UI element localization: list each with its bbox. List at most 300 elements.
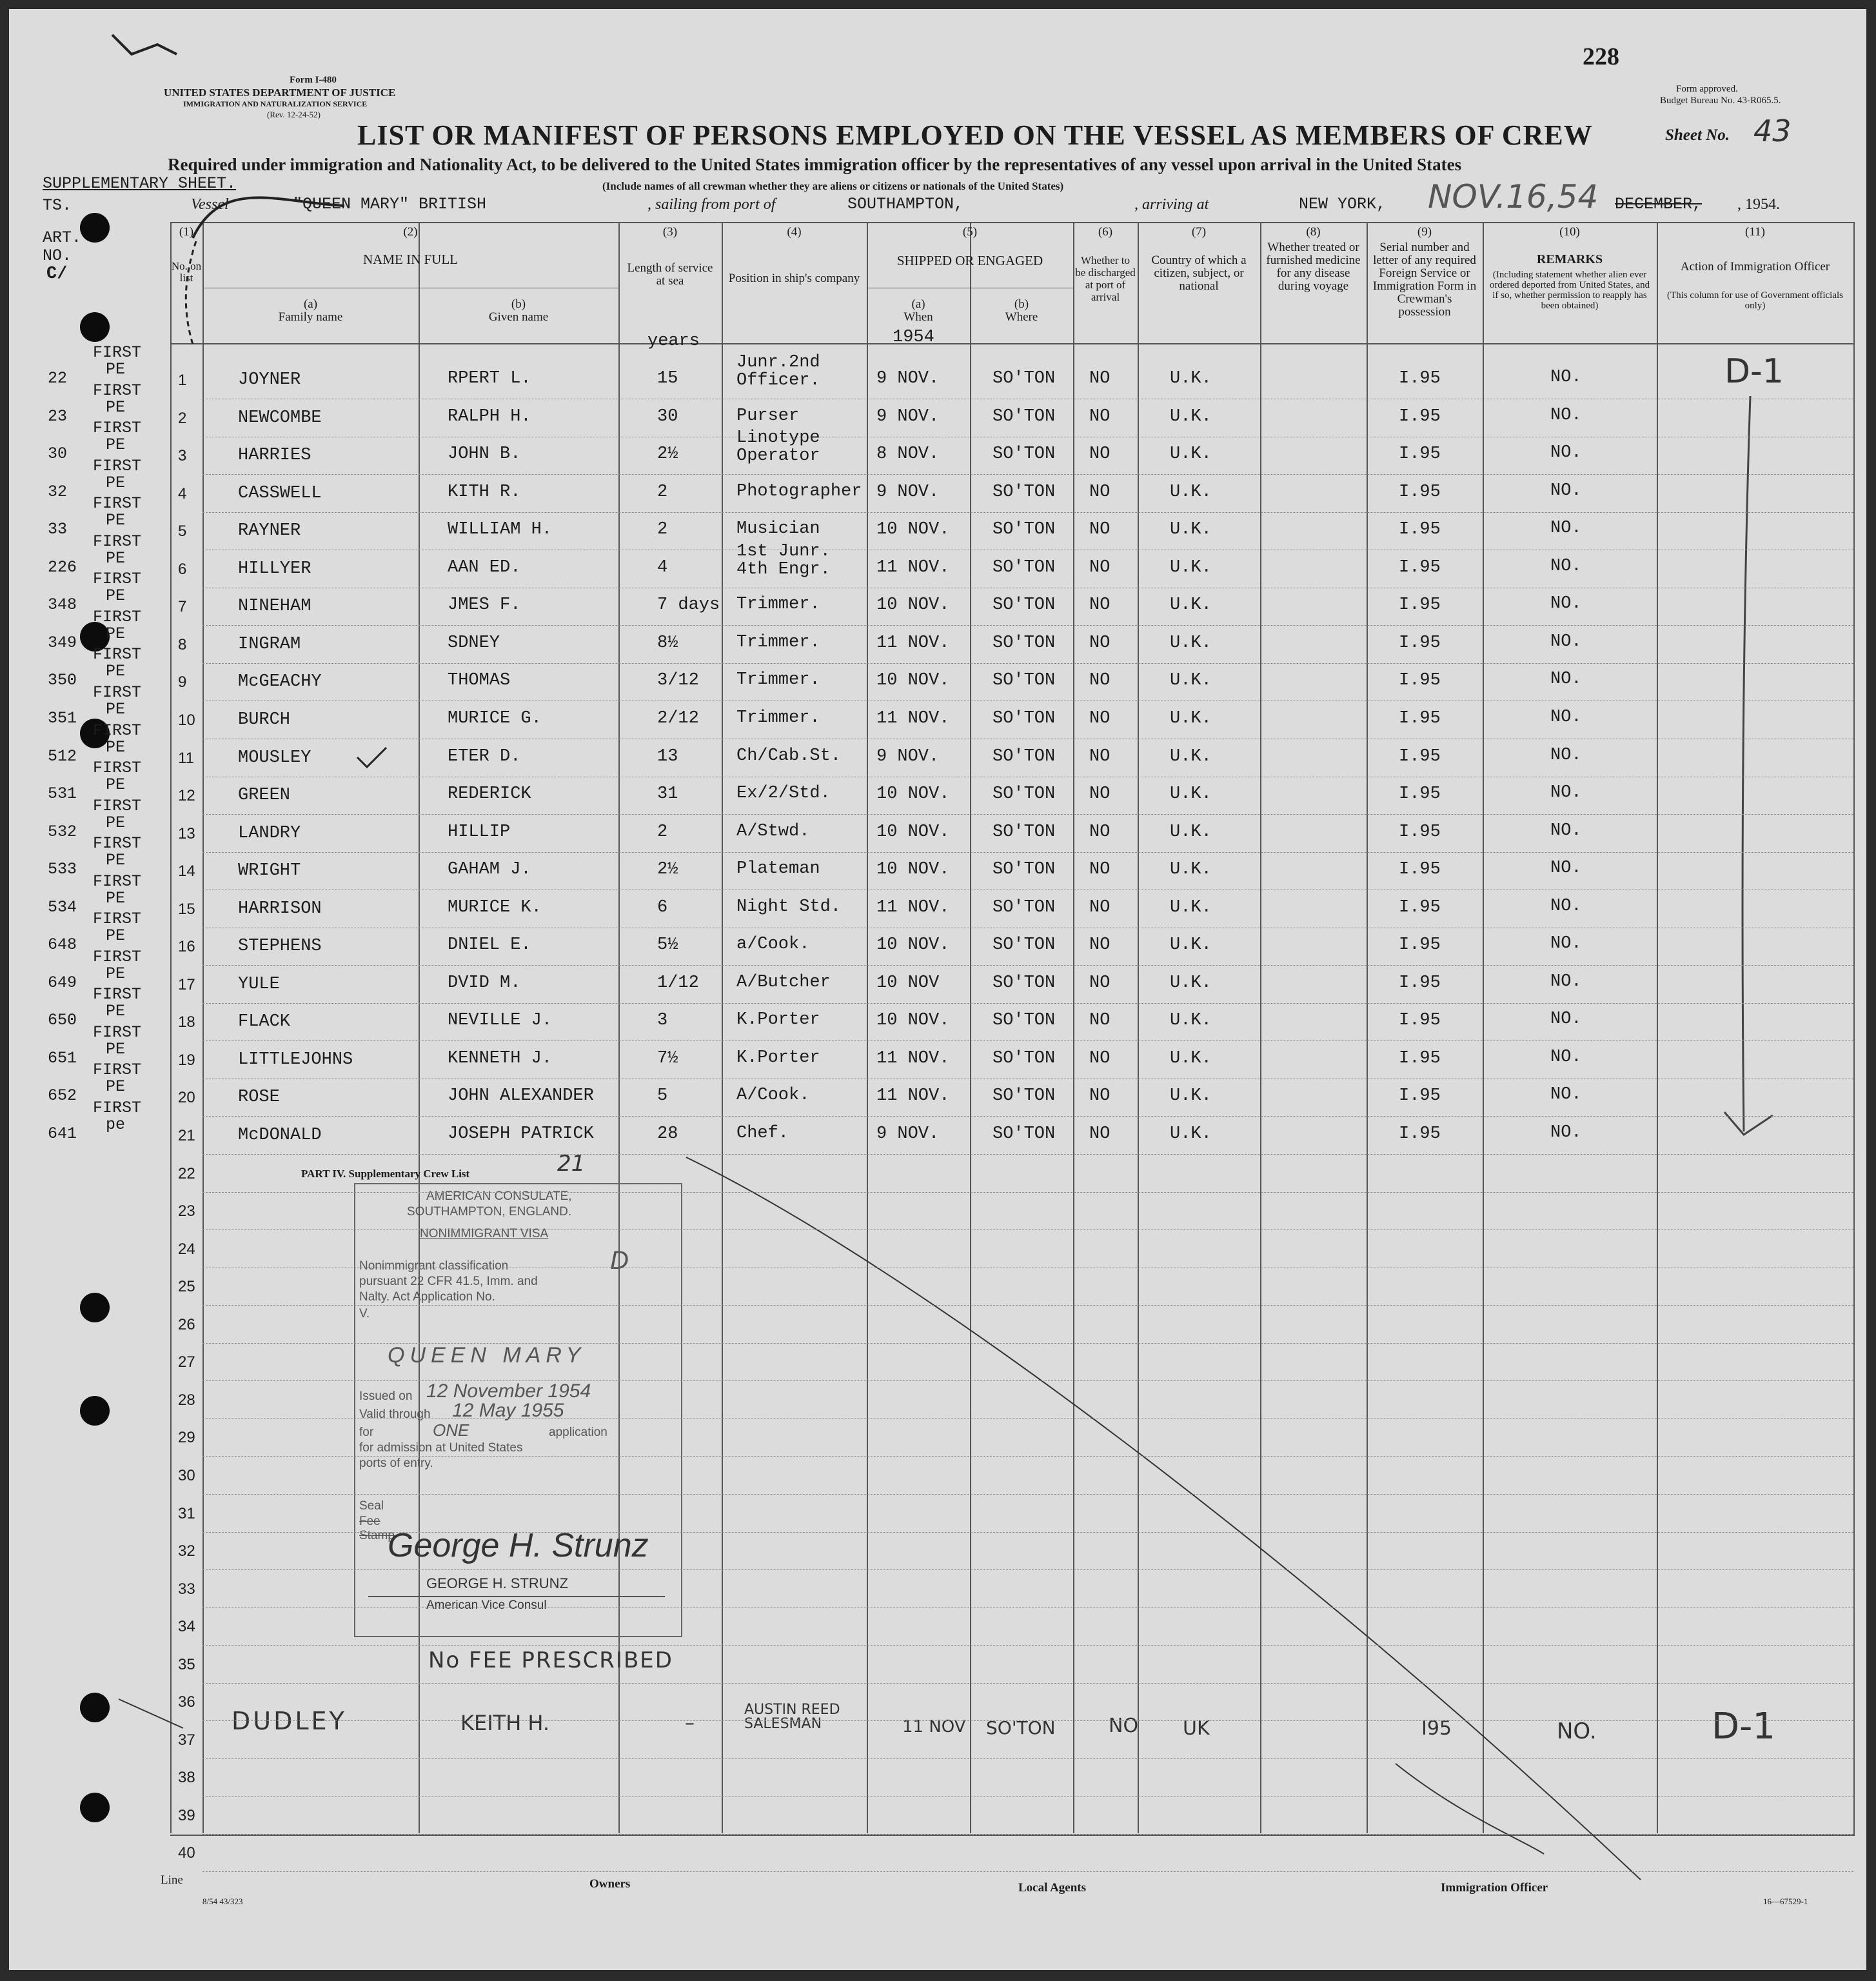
crew-pe: PE (106, 851, 126, 870)
family-name: FLACK (238, 1012, 291, 1032)
row-rule (202, 965, 1853, 966)
stamp-pursuant: pursuant 22 CFR 41.5, Imm. and (359, 1275, 538, 1288)
list-number: 11 (178, 749, 194, 767)
form-serial: I.95 (1399, 822, 1441, 842)
crew-art-no: 32 (48, 482, 68, 501)
c-label: C/ (46, 264, 68, 284)
stamp-line1: AMERICAN CONSULATE, (426, 1190, 572, 1203)
col4-number: (4) (787, 225, 802, 239)
service-length: 2½ (657, 860, 678, 880)
empty-line-number: 36 (178, 1693, 195, 1711)
form-approved: Form approved. (1676, 84, 1738, 94)
family-name: GREEN (238, 786, 291, 806)
empty-line-number: 33 (178, 1580, 195, 1598)
strike-mark (1396, 1764, 1544, 1854)
remarks: NO. (1550, 1085, 1582, 1105)
form-number: Form I-480 (290, 75, 337, 85)
crew-art-no: 533 (48, 860, 77, 879)
empty-line-number: 34 (178, 1618, 195, 1636)
row-rule (202, 1645, 1853, 1646)
shipped-when: 11 NOV. (876, 1048, 950, 1068)
given-name: NEVILLE J. (448, 1011, 553, 1031)
crew-pe: PE (106, 548, 126, 568)
remarks: NO. (1550, 1010, 1582, 1030)
list-number: 6 (178, 560, 187, 578)
crew-art-no: 350 (48, 671, 77, 690)
empty-line-number: 39 (178, 1806, 195, 1824)
shipped-where: SO'TON (992, 1086, 1056, 1106)
stamp-ports: ports of entry. (359, 1457, 433, 1470)
discharge: NO (1089, 369, 1111, 388)
shipped-where: SO'TON (992, 935, 1056, 955)
crew-class: FIRST (93, 456, 142, 475)
col9-number: (9) (1417, 225, 1432, 239)
ship-position: a/Cook. (736, 935, 810, 955)
ship-position: Trimmer. (736, 708, 820, 728)
remarks: NO. (1550, 481, 1582, 501)
country: U.K. (1170, 822, 1212, 842)
given-name: JMES F. (448, 595, 521, 615)
shipped-where: SO'TON (992, 822, 1056, 842)
footer-immigration-officer: Immigration Officer (1441, 1881, 1548, 1895)
crew-pe: PE (106, 435, 126, 455)
stamp-valid-value: 12 May 1955 (452, 1400, 564, 1421)
ship-position: Trimmer. (736, 632, 820, 652)
form-serial: I.95 (1399, 369, 1441, 388)
list-number: 2 (178, 409, 187, 427)
given-name: REDERICK (448, 784, 531, 804)
budget-bureau: Budget Bureau No. 43-R065.5. (1660, 95, 1781, 106)
service-length: 15 (657, 369, 678, 388)
crew-pe: PE (106, 775, 126, 795)
shipped-when: 9 NOV. (876, 746, 940, 766)
crew-art-no: 532 (48, 822, 77, 841)
discharge: NO (1089, 406, 1111, 426)
remarks: NO. (1550, 1047, 1582, 1067)
country: U.K. (1170, 482, 1212, 502)
col2-header: NAME IN FULL (363, 252, 458, 267)
crew-art-no: 226 (48, 557, 77, 577)
stamp-nalty: Nalty. Act Application No. (359, 1290, 495, 1304)
stamp-line2: SOUTHAMPTON, ENGLAND. (407, 1205, 572, 1219)
crew-art-no: 33 (48, 520, 68, 539)
given-name: RALPH H. (448, 406, 531, 426)
shipped-where: SO'TON (992, 708, 1056, 728)
row-rule (202, 1003, 1853, 1004)
footer-owners: Owners (589, 1877, 631, 1891)
ship-position: A/Cook. (736, 1086, 810, 1106)
form-serial: I.95 (1399, 671, 1441, 691)
month-struck: DECEMBER, (1615, 195, 1703, 214)
stamp-class-label: Nonimmigrant classification (359, 1259, 509, 1273)
stamp-for-label: for (359, 1426, 374, 1439)
shipped-when: 11 NOV. (876, 557, 950, 577)
ship-position: K.Porter (736, 1048, 820, 1068)
empty-line-number: 30 (178, 1466, 195, 1484)
col11-header: Action of Immigration Officer (1680, 260, 1830, 274)
hw-given: KEITH H. (460, 1711, 550, 1735)
crew-class: FIRST (93, 343, 142, 362)
col6-header: Whether to be discharged at port of arrival (1075, 254, 1136, 303)
hw-when: 11 NOV (902, 1717, 966, 1737)
remarks: NO. (1550, 745, 1582, 765)
shipped-when: 9 NOV. (876, 482, 940, 502)
col3-header: Length of service at sea (627, 261, 713, 288)
no-label: NO. (43, 246, 72, 265)
col2a-header: (a) Family name (278, 297, 343, 324)
shipped-where: SO'TON (992, 1124, 1056, 1144)
remarks: NO. (1550, 896, 1582, 916)
shipped-where: SO'TON (992, 897, 1056, 917)
col5-number: (5) (962, 225, 978, 239)
country: U.K. (1170, 860, 1212, 880)
row-rule (202, 1192, 1853, 1193)
crew-class: FIRST (93, 682, 142, 702)
crew-class: FIRST (93, 645, 142, 664)
shipped-where: SO'TON (992, 784, 1056, 804)
discharge: NO (1089, 482, 1111, 502)
country: U.K. (1170, 671, 1212, 691)
consul-printed-name: GEORGE H. STRUNZ (426, 1575, 569, 1591)
row-rule (202, 1720, 1853, 1721)
family-name: RAYNER (238, 521, 301, 541)
crew-art-no: 531 (48, 784, 77, 804)
list-number: 12 (178, 787, 195, 805)
include-note: (Include names of all crewman whether they are aliens or citizens or nationals of the United States) (602, 180, 1064, 192)
empty-line-number: 40 (178, 1844, 195, 1862)
given-name: DVID M. (448, 973, 521, 993)
row-rule (202, 625, 1853, 626)
remarks: NO. (1550, 594, 1582, 614)
discharge: NO (1089, 1011, 1111, 1031)
crew-pe: PE (106, 964, 126, 983)
crew-class: FIRST (93, 1022, 142, 1042)
discharge: NO (1089, 708, 1111, 728)
crew-pe: PE (106, 586, 126, 606)
row-rule (202, 1116, 1853, 1117)
country: U.K. (1170, 557, 1212, 577)
given-name: MURICE K. (448, 897, 542, 917)
service-length: 13 (657, 746, 678, 766)
col5-header: SHIPPED OR ENGAGED (896, 253, 1043, 268)
shipped-when: 9 NOV. (876, 1124, 940, 1144)
empty-line-number: 26 (178, 1315, 195, 1333)
given-name: JOHN B. (448, 444, 521, 464)
service-length: 2 (657, 520, 668, 540)
country: U.K. (1170, 520, 1212, 540)
crew-art-no: 651 (48, 1048, 77, 1068)
shipped-where: SO'TON (992, 860, 1056, 880)
shipped-where: SO'TON (992, 369, 1056, 388)
form-serial: I.95 (1399, 708, 1441, 728)
crew-art-no: 652 (48, 1086, 77, 1106)
discharge: NO (1089, 897, 1111, 917)
country: U.K. (1170, 369, 1212, 388)
service-length: 8½ (657, 633, 678, 653)
discharge: NO (1089, 973, 1111, 993)
discharge: NO (1089, 557, 1111, 577)
service-length: 5½ (657, 935, 678, 955)
stamp-seal: Seal (359, 1499, 384, 1513)
country: U.K. (1170, 1124, 1212, 1144)
remarks: NO. (1550, 783, 1582, 803)
action-top: D-1 (1724, 352, 1784, 391)
crew-art-no: 30 (48, 444, 68, 464)
remarks: NO. (1550, 934, 1582, 954)
shipped-where: SO'TON (992, 1048, 1056, 1068)
ship-position: Junr.2nd Officer. (736, 353, 820, 390)
remarks: NO. (1550, 670, 1582, 690)
crew-art-no: 512 (48, 746, 77, 766)
crew-class: FIRST (93, 532, 142, 551)
shipped-where: SO'TON (992, 595, 1056, 615)
hw-remarks: NO. (1557, 1718, 1597, 1744)
form-serial: I.95 (1399, 746, 1441, 766)
stamp-class-value: D (610, 1246, 629, 1275)
row-rule (202, 1532, 1853, 1533)
country: U.K. (1170, 1086, 1212, 1106)
shipped-where: SO'TON (992, 482, 1056, 502)
family-name: CASSWELL (238, 483, 322, 503)
discharge: NO (1089, 1048, 1111, 1068)
service-length: 3 (657, 1011, 668, 1031)
stamp-stamp-word: Stamp (359, 1529, 395, 1542)
supplementary-sheet-label: SUPPLEMENTARY SHEET. (43, 174, 237, 193)
row-rule (202, 1305, 1853, 1306)
row-rule (202, 663, 1853, 664)
service-length: 31 (657, 784, 678, 804)
family-name: WRIGHT (238, 861, 301, 881)
form-subtitle: Required under immigration and Nationality Act, to be delivered to the United States immigration officer by the representatives of any vessel upon arrival in the United States (168, 155, 1462, 174)
ship-position: Night Std. (736, 897, 842, 917)
crew-class: FIRST (93, 871, 142, 891)
shipped-when: 11 NOV. (876, 897, 950, 917)
crew-pe: PE (106, 397, 126, 417)
crew-class: FIRST (93, 985, 142, 1004)
ts-label: TS. (43, 196, 72, 215)
shipped-when: 10 NOV. (876, 1011, 950, 1031)
given-name: WILLIAM H. (448, 520, 553, 540)
crew-art-no: 648 (48, 935, 77, 955)
form-serial: I.95 (1399, 1124, 1441, 1144)
country: U.K. (1170, 935, 1212, 955)
empty-line-number: 27 (178, 1353, 195, 1371)
crew-pe: PE (106, 1039, 126, 1059)
row-rule (202, 1040, 1853, 1041)
stamp-issued-label: Issued on (359, 1389, 413, 1403)
col7-number: (7) (1191, 225, 1207, 239)
list-number: 3 (178, 447, 187, 465)
country: U.K. (1170, 1048, 1212, 1068)
discharge: NO (1089, 671, 1111, 691)
col6-number: (6) (1098, 225, 1113, 239)
shipped-where: SO'TON (992, 1011, 1056, 1031)
margin-bracket (186, 241, 196, 344)
col10-note: (Including statement whether alien ever ordered deported from United States, and if so, whether permission to reapply has been obtained) (1489, 270, 1650, 311)
service-length: 30 (657, 406, 678, 426)
form-serial: I.95 (1399, 1011, 1441, 1031)
manifest-sheet (9, 9, 1866, 1970)
col9-header: Serial number and letter of any required Foreign Service or Immigration Form in Crewman's possession (1372, 241, 1477, 319)
discharge: NO (1089, 822, 1111, 842)
ship-position: Musician (736, 519, 820, 539)
row-rule (202, 1343, 1853, 1344)
list-number: 16 (178, 938, 195, 956)
ship-position: Trimmer. (736, 670, 820, 690)
remarks: NO. (1550, 859, 1582, 879)
row-rule (202, 1834, 1853, 1835)
crew-art-no: 641 (48, 1124, 77, 1143)
crew-class: FIRST (93, 796, 142, 815)
stamp-for-value: ONE (433, 1420, 469, 1440)
hw-family: DUDLEY (232, 1707, 347, 1735)
shipped-when: 10 NOV. (876, 860, 950, 880)
form-serial: I.95 (1399, 935, 1441, 955)
service-length: 28 (657, 1124, 678, 1144)
list-number: 13 (178, 824, 195, 842)
consul-signature: George H. Strunz (388, 1527, 649, 1564)
crew-class: FIRST (93, 759, 142, 778)
given-name: SDNEY (448, 633, 500, 653)
row-rule (202, 1871, 1853, 1872)
crew-class: FIRST (93, 1099, 142, 1117)
stamp-admission: for admission at United States (359, 1441, 523, 1455)
stamp-v: V. (359, 1307, 370, 1320)
shipped-when: 10 NOV. (876, 671, 950, 691)
footer-print-code: 8/54 43/323 (202, 1896, 243, 1906)
vessel-label: Vessel (191, 196, 229, 213)
given-name: ETER D. (448, 746, 521, 766)
checkmark (357, 748, 386, 767)
service-length: 3/12 (657, 671, 699, 691)
discharge: NO (1089, 1124, 1111, 1144)
form-serial: I.95 (1399, 1048, 1441, 1068)
hw-discharge: NO (1109, 1715, 1139, 1737)
crew-pe: PE (106, 473, 126, 492)
family-name: BURCH (238, 710, 291, 730)
ship-position: K.Porter (736, 1010, 820, 1030)
years-unit: years (647, 332, 700, 351)
ship-position: A/Stwd. (736, 821, 810, 841)
ship-position: Plateman (736, 859, 820, 879)
list-number: 17 (178, 975, 195, 993)
hw-country: UK (1183, 1717, 1210, 1740)
form-serial: I.95 (1399, 520, 1441, 540)
form-serial: I.95 (1399, 633, 1441, 653)
country: U.K. (1170, 633, 1212, 653)
form-serial: I.95 (1399, 1086, 1441, 1106)
empty-line-number: 37 (178, 1731, 195, 1749)
ship-position: 1st Junr. 4th Engr. (736, 541, 831, 579)
discharge: NO (1089, 595, 1111, 615)
shipped-when: 10 NOV. (876, 595, 950, 615)
crew-pe: PE (106, 737, 126, 757)
family-name: McGEACHY (238, 672, 322, 692)
service-length: 2½ (657, 444, 678, 464)
sailing-label: , sailing from port of (647, 196, 776, 213)
list-number: 20 (178, 1089, 195, 1107)
crew-class: FIRST (93, 721, 142, 740)
col8-number: (8) (1306, 225, 1321, 239)
remarks: NO. (1550, 405, 1582, 425)
ship-position: Linotype Operator (736, 428, 820, 466)
given-name: JOHN ALEXANDER (448, 1086, 594, 1106)
discharge: NO (1089, 633, 1111, 653)
country: U.K. (1170, 406, 1212, 426)
list-number: 14 (178, 862, 195, 881)
no-fee-prescribed: No FEE PRESCRIBED (428, 1648, 673, 1673)
action-bottom: D-1 (1712, 1706, 1775, 1747)
col1-header: No. on list (171, 260, 202, 284)
crew-pe: pe (106, 1115, 126, 1134)
shipped-where: SO'TON (992, 520, 1056, 540)
crew-class: FIRST (93, 834, 142, 853)
col2b-header: (b) Given name (488, 297, 549, 324)
family-name: YULE (238, 974, 280, 994)
given-name: KENNETH J. (448, 1048, 553, 1068)
vessel-scribble (193, 197, 344, 238)
empty-line-number: 29 (178, 1429, 195, 1447)
stamp-fee: Fee (359, 1515, 380, 1528)
given-name: MURICE G. (448, 708, 542, 728)
col10-header: REMARKS (1536, 252, 1603, 266)
ship-position: A/Butcher (736, 972, 831, 992)
crew-pe: PE (106, 813, 126, 832)
empty-line-number: 25 (178, 1278, 195, 1296)
row-rule (202, 1796, 1853, 1797)
remarks: NO. (1550, 519, 1582, 539)
col5a-header: (a) When (903, 297, 933, 324)
row-rule (202, 1154, 1853, 1155)
crew-pe: PE (106, 888, 126, 908)
country: U.K. (1170, 708, 1212, 728)
family-name: LANDRY (238, 823, 301, 843)
col10-number: (10) (1559, 225, 1580, 239)
country: U.K. (1170, 595, 1212, 615)
form-serial: I.95 (1399, 557, 1441, 577)
shipped-when: 11 NOV. (876, 708, 950, 728)
crew-art-no: 22 (48, 369, 68, 388)
family-name: HARRIES (238, 446, 311, 466)
arriving-label: , arriving at (1134, 196, 1209, 213)
corner-scribble (112, 35, 177, 54)
remarks: NO. (1550, 632, 1582, 652)
crew-class: FIRST (93, 381, 142, 400)
sheet-number: 43 (1753, 114, 1792, 148)
form-serial: I.95 (1399, 784, 1441, 804)
list-number: 10 (178, 711, 195, 729)
given-name: RPERT L. (448, 369, 531, 388)
row-rule (202, 1683, 1853, 1684)
form-serial: I.95 (1399, 973, 1441, 993)
shipped-when: 9 NOV. (876, 406, 940, 426)
crew-pe: PE (106, 360, 126, 379)
family-name: MOUSLEY (238, 748, 311, 768)
list-number: 21 (178, 1127, 195, 1144)
given-name: AAN ED. (448, 557, 521, 577)
hw-length: – (685, 1712, 695, 1735)
col11-note: (This column for use of Government officials only) (1667, 290, 1843, 311)
row-rule (202, 1229, 1853, 1230)
shipped-where: SO'TON (992, 973, 1056, 993)
stamp-application: application (549, 1426, 607, 1439)
port-from: SOUTHAMPTON, (847, 195, 964, 214)
shipped-where: SO'TON (992, 671, 1056, 691)
service-length: 2/12 (657, 708, 699, 728)
footer-local-agents: Local Agents (1018, 1881, 1087, 1895)
crew-class: FIRST (93, 570, 142, 589)
form-title: LIST OR MANIFEST OF PERSONS EMPLOYED ON THE VESSEL AS MEMBERS OF CREW (357, 119, 1593, 151)
